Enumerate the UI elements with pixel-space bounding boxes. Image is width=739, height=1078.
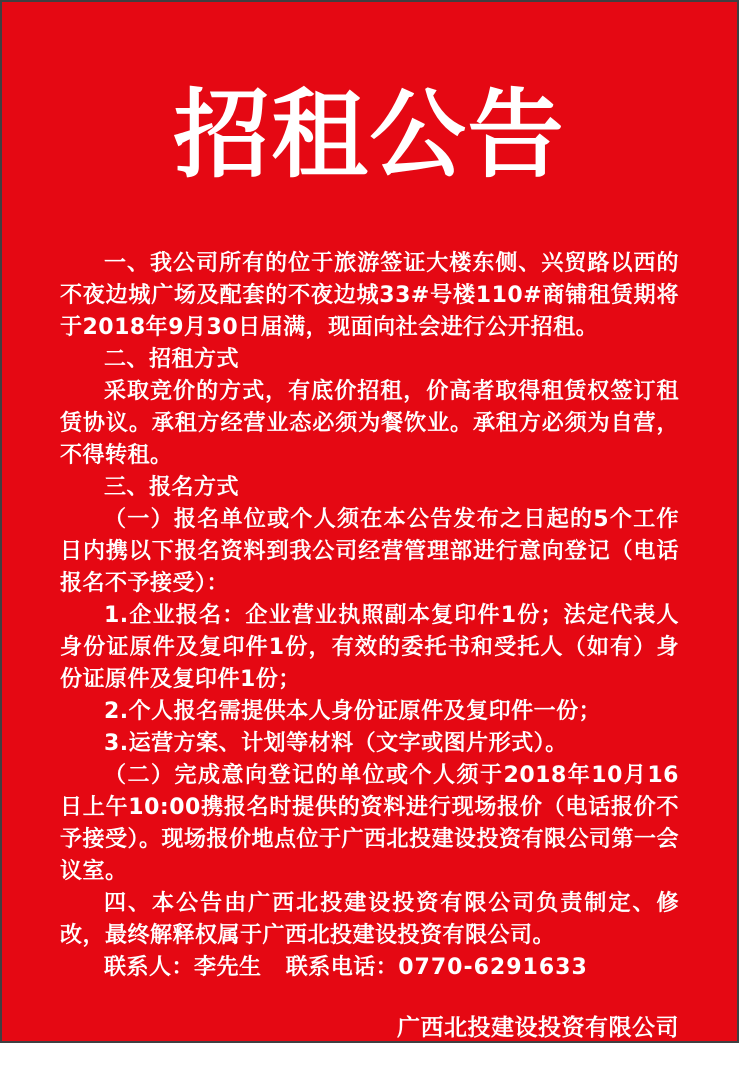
signature-block (397, 1012, 679, 1078)
contact-phone-label: 联系电话： (285, 954, 399, 980)
item-3-operation-plan: 3.运营方案、计划等材料（文字或图片形式）。 (104, 730, 568, 756)
poster-title: 招租公告 (173, 78, 566, 191)
contact-person-label: 联系人： (104, 954, 195, 980)
signature-company: 广西北投建设投资有限公司 (397, 1014, 679, 1041)
clause-1-property-description: 一、我公司所有的位于旅游签证大楼东侧、兴贸路以西的不夜边城广场及配套的不夜边城33#号楼110#商铺租赁期将于2018年9月30日届满，现面向社会进行公开招租。 (60, 250, 679, 340)
clause-4-interpretation-rights: 四、本公告由广西北投建设投资有限公司负责制定、修改，最终解释权属于广西北投建设投资有限公司。 (60, 890, 679, 948)
clause-3-2-onsite-bidding: （二）完成意向登记的单位或个人须于2018年10月16日上午10:00携报名时提供的资料进行现场报价（电话报价不予接受）。现场报价地点位于广西北投建设投资有限公司第一会议室。 (60, 762, 680, 884)
item-2-individual-registration: 2.个人报名需提供本人身份证原件及复印件一份； (104, 698, 602, 724)
item-1-enterprise-registration: 1.企业报名：企业营业执照副本复印件1份；法定代表人身份证原件及复印件1份，有效的委托书和受托人（如有）身份证原件及复印件1份； (60, 602, 679, 692)
section-2-heading: 二、招租方式 (104, 346, 240, 372)
contact-info (60, 952, 679, 984)
clause-2-bidding-method: 采取竞价的方式，有底价招租，价高者取得租赁权签订租赁协议。承租方经营业态必须为餐饮业。承租方必须为自营，不得转租。 (60, 378, 679, 468)
signature-date: 2018年9月30日 (444, 1047, 632, 1074)
section-3-heading: 三、报名方式 (104, 474, 240, 500)
clause-3-1-registration: （一）报名单位或个人须在本公告发布之日起的5个工作日内携以下报名资料到我公司经营管理部进行意向登记（电话报名不予接受）： (60, 506, 679, 596)
contact-phone-number: 0770-6291633 (398, 954, 588, 980)
notice-body (2, 248, 737, 984)
contact-person-name: 李先生 (194, 954, 262, 980)
